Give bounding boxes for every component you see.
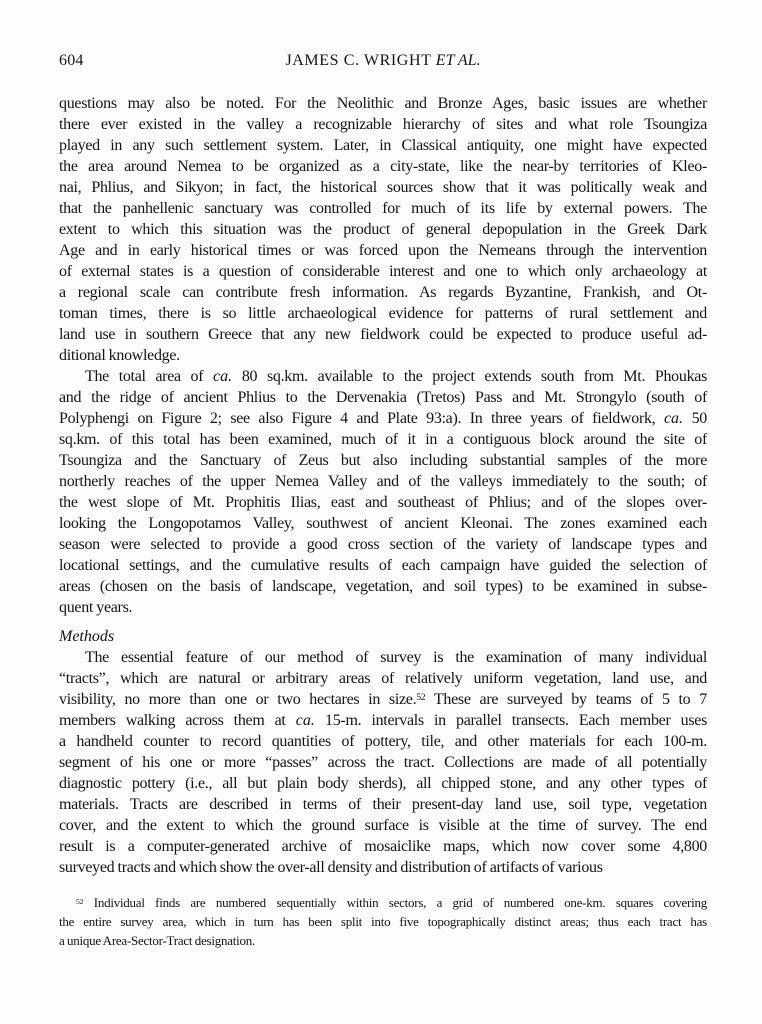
text-line: and the ridge of ancient Phlius to the Dervenakia (Tretos) Pass and Mt. Strongylo (south of — [59, 389, 707, 406]
text-line: ditional knowledge. — [59, 347, 180, 364]
text-line: toman times, there is so little archaeological evidence for patterns of rural settlement and — [59, 305, 707, 322]
text-line: The essential feature of our method of survey is the examination of many individual — [85, 649, 707, 666]
text-line: diagnostic pottery (i.e., all but plain body sherds), all chipped stone, and any other types of — [59, 775, 707, 792]
text-line: result is a computer-generated archive of mosaiclike maps, which now cover some 4,800 — [59, 838, 707, 855]
text-line: locational settings, and the cumulative results of each campaign have guided the selection of — [59, 557, 707, 574]
paragraph-intro-continuation — [59, 93, 707, 366]
text-line: cover, and the extent to which the ground surface is visible at the time of survey. The end — [59, 817, 707, 834]
text-line: questions may also be noted. For the Neolithic and Bronze Ages, basic issues are whether — [59, 95, 707, 112]
text-line: $^{52}$ Individual finds are numbered sequentially within sectors, a grid of numbered one-km. squares covering — [76, 895, 707, 910]
text-line: Age and in early historical times or was forced upon the Nemeans through the intervention — [59, 242, 707, 259]
text-line: there ever existed in the valley a recognizable hierarchy of sites and what role Tsoungiza — [59, 116, 707, 133]
page-number: 604 — [59, 52, 84, 69]
text-line: a handheld counter to record quantities of pottery, tile, and other materials for each 100-m. — [59, 733, 707, 750]
page-header — [59, 52, 707, 73]
text-line: season were selected to provide a good cross section of the variety of landscape types and — [59, 536, 707, 553]
text-line: materials. Tracts are described in terms of their present-day land use, soil type, vegetation — [59, 796, 707, 813]
text-line: “tracts”, which are natural or arbitrary areas of relatively uniform vegetation, land use, and — [59, 670, 707, 687]
article-body — [59, 93, 707, 950]
text-line: visibility, no more than one or two hectares in size.$^{52}$ These are surveyed by teams of 5 to 7 — [59, 691, 707, 708]
text-line: Polyphengi on Figure 2; see also Figure 4 and Plate 93:a). In three years of fieldwork, ca. 50 — [59, 410, 708, 427]
text-line: extent to which this situation was the product of general depopulation in the Greek Dark — [59, 221, 707, 238]
text-line: looking the Longopotamos Valley, southwest of ancient Kleonai. The zones examined each — [59, 515, 707, 532]
footnote-52 — [59, 893, 707, 950]
text-line: of external states is a question of considerable interest and one to which only archaeology at — [59, 263, 707, 280]
text-line: played in any such settlement system. Later, in Classical antiquity, one might have expected — [59, 137, 707, 154]
text-line: the area around Nemea to be organized as a city-state, like the near-by territories of Kleo- — [59, 158, 707, 175]
text-line: Tsoungiza and the Sanctuary of Zeus but also including substantial samples of the more — [59, 452, 707, 469]
text-line: that the panhellenic sanctuary was controlled for much of its life by external powers. The — [59, 200, 707, 217]
text-line: the west slope of Mt. Prophitis Ilias, east and southeast of Phlius; and of the slopes over- — [59, 494, 707, 511]
text-line: sq.km. of this total has been examined, much of it in a contiguous block around the site of — [59, 431, 707, 448]
running-title: JAMES C. WRIGHT ET AL. — [285, 52, 481, 69]
paragraph-methods — [59, 647, 707, 878]
section-heading-methods: Methods — [59, 628, 115, 645]
text-line: the entire survey area, which in turn has been split into five topographically distinct areas; thus each tract has — [59, 914, 707, 929]
text-line: areas (chosen on the basis of landscape, vegetation, and soil types) to be examined in subse- — [59, 578, 707, 595]
text-line: segment of his one or more “passes” across the tract. Collections are made of all potentially — [59, 754, 707, 771]
text-line: a unique Area-Sector-Tract designation. — [59, 933, 255, 948]
text-line: The total area of ca. 80 sq.km. available to the project extends south from Mt. Phoukas — [85, 368, 708, 385]
text-line: a regional scale can contribute fresh information. As regards Byzantine, Frankish, and Ot- — [59, 284, 707, 301]
text-line: members walking across them at ca. 15-m. intervals in parallel transects. Each member uses — [59, 712, 707, 729]
text-line: land use in southern Greece that any new fieldwork could be expected to produce useful ad- — [59, 326, 707, 343]
text-line: northerly reaches of the upper Nemea Valley and of the valleys immediately to the south; of — [59, 473, 707, 490]
text-line: quent years. — [59, 599, 133, 616]
text-line: nai, Phlius, and Sikyon; in fact, the historical sources show that it was politically weak and — [59, 179, 707, 196]
text-line: surveyed tracts and which show the over-all density and distribution of artifacts of various — [59, 859, 603, 876]
paragraph-survey-area — [59, 366, 707, 618]
